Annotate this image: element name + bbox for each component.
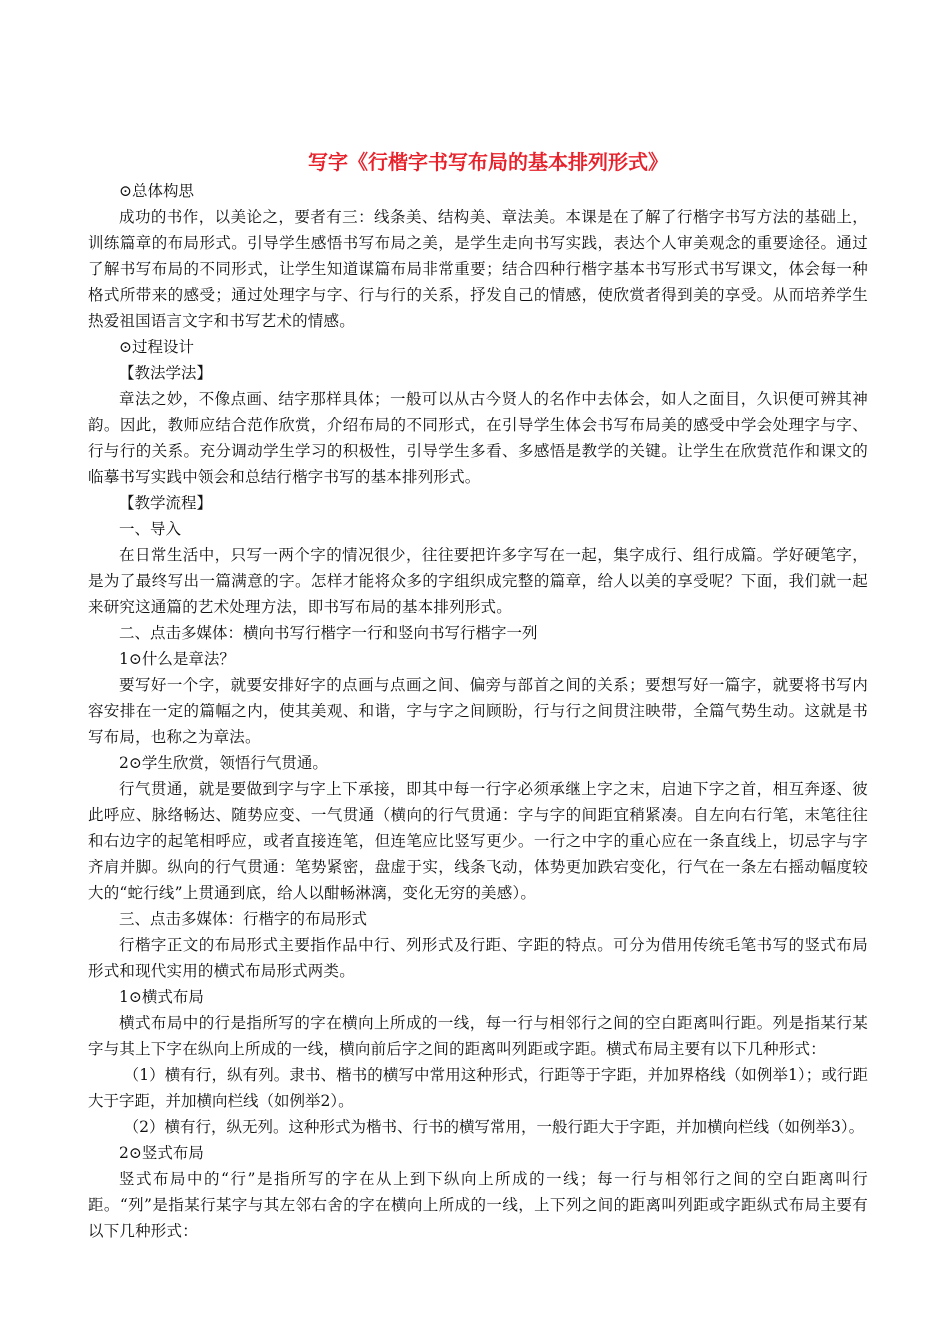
overview-paragraph: 成功的书作，以美论之，要者有三：线条美、结构美、章法美。本课是在了解了行楷字书写方法的基础上，训练篇章的布局形式。引导学生感悟书写布局之美，是学生走向书写实践，表达个人审美观念的重要途径。通过了解书写布局的不同形式，让学生知道谋篇布局非常重要；结合四种行楷字基本书写形式书写课文，体会每一种格式所带来的感受；通过处理字与字、行与行的关系，抒发自己的情感，使欣赏者得到美的享受。从而培养学生热爱祖国语言文字和书写艺术的情感。 bbox=[88, 208, 868, 330]
method-paragraph: 章法之妙，不像点画、结字那样具体；一般可以从古今贤人的名作中去体会，如人之面目，久识便可辨其神韵。因此，教师应结合范作欣赏，介绍布局的不同形式，在引导学生体会书写布局美的感受中学会处理字与字、行与行的关系。充分调动学生学习的积极性，引导学生多看、多感悟是教学的关键。让学生在欣赏范作和课文的临摹书写实践中领会和总结行楷字书写的基本排列形式。 bbox=[88, 390, 868, 486]
vertical-layout-paragraph: 竖式布局中的“行”是指所写的字在从上到下纵向上所成的一线；每一行与相邻行之间的空白距离叫行距。“列”是指某行某字与其左邻右舍的字在横向上所成的一线，上下列之间的距离叫列距或字距纵式布局主要有以下几种形式： bbox=[88, 1170, 868, 1240]
horizontal-layout-item-2: （2）横有行，纵无列。这种形式为楷书、行书的横写常用，一般行距大于字距，并加横向栏线（如例举3）。 bbox=[123, 1118, 865, 1136]
flow-heading: 【教学流程】 bbox=[119, 494, 213, 512]
horizontal-layout-item-1: （1）横有行，纵有列。隶书、楷书的横写中常用这种形式，行距等于字距，并加界格线（如例举1）；或行距大于字距，并加横向栏线（如例举2）。 bbox=[88, 1066, 868, 1110]
intro-heading: 一、导入 bbox=[119, 520, 182, 538]
media2-paragraph: 行楷字正文的布局形式主要指作品中行、列形式及行距、字距的特点。可分为借用传统毛笔书写的竖式布局形式和现代实用的横式布局形式两类。 bbox=[88, 936, 868, 980]
overview-heading: ⊙总体构思 bbox=[119, 182, 194, 200]
media2-heading: 三、点击多媒体：行楷字的布局形式 bbox=[119, 910, 368, 928]
page-title: 写字《行楷字书写布局的基本排列形式》 bbox=[308, 150, 668, 174]
horizontal-layout-heading: 1⊙横式布局 bbox=[119, 988, 204, 1006]
intro-paragraph: 在日常生活中，只写一两个字的情况很少，往往要把许多字写在一起，集字成行、组行成篇。学好硬笔字，是为了最终写出一篇满意的字。怎样才能将众多的字组织成完整的篇章，给人以美的享受呢？下面，我们就一起来研究这通篇的艺术处理方法，即书写布局的基本排列形式。 bbox=[88, 546, 868, 616]
method-heading: 【教法学法】 bbox=[119, 364, 213, 382]
media1-heading: 二、点击多媒体：横向书写行楷字一行和竖向书写行楷字一列 bbox=[119, 624, 538, 642]
q1-paragraph: 要写好一个字，就要安排好字的点画与点画之间、偏旁与部首之间的关系；要想写好一篇字，就要将书写内容安排在一定的篇幅之内，使其美观、和谐，字与字之间顾盼，行与行之间贯注映带，全篇气势生动。这就是书写布局，也称之为章法。 bbox=[88, 676, 868, 746]
horizontal-layout-paragraph: 横式布局中的行是指所写的字在横向上所成的一线，每一行与相邻行之间的空白距离叫行距。列是指某行某字与其上下字在纵向上所成的一线，横向前后字之间的距离叫列距或字距。横式布局主要有以下几种形式： bbox=[88, 1014, 868, 1058]
vertical-layout-heading: 2⊙竖式布局 bbox=[119, 1144, 204, 1162]
q2-paragraph: 行气贯通，就是要做到字与字上下承接，即其中每一行字必须承继上字之末，启迪下字之首，相互奔逐、彼此呼应、脉络畅达、随势应变、一气贯通（横向的行气贯通：字与字的间距宜稍紧凑。自左向右行笔，末笔往往和右边字的起笔相呼应，或者直接连笔，但连笔应比竖写更少。一行之中字的重心应在一条直线上，切忌字与字齐肩并脚。纵向的行气贯通：笔势紧密，盘虚于实，线条飞动，体势更加跌宕变化，行气在一条左右摇动幅度较大的“蛇行线”上贯通到底，给人以酣畅淋漓，变化无穷的美感）。 bbox=[88, 780, 868, 902]
process-heading: ⊙过程设计 bbox=[119, 338, 194, 356]
q1-heading: 1⊙什么是章法？ bbox=[119, 650, 235, 668]
document-body bbox=[88, 148, 868, 1244]
q2-heading: 2⊙学生欣赏，领悟行气贯通。 bbox=[119, 754, 328, 772]
